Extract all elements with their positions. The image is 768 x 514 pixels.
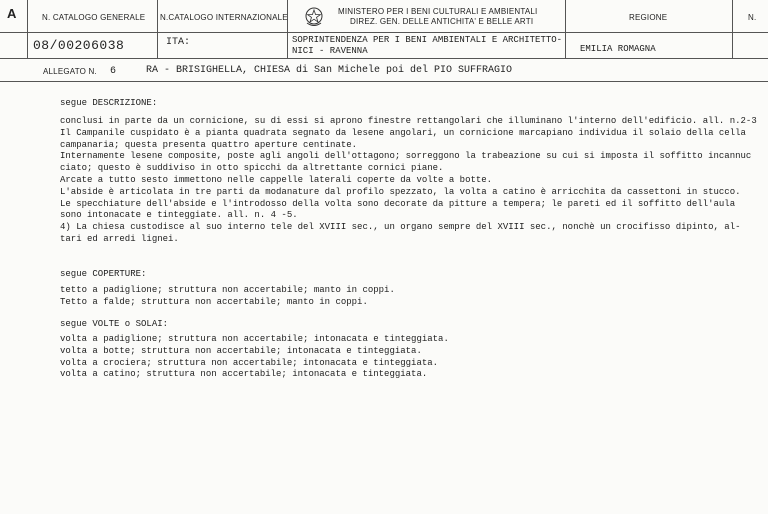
label-catalogo-internazionale: N.CATALOGO INTERNAZIONALE bbox=[160, 13, 288, 22]
volte-line: volta a padiglione; struttura non accertabile; intonacata e tinteggiata. bbox=[60, 334, 449, 344]
divider-ministero bbox=[565, 0, 566, 58]
volte-heading: segue VOLTE o SOLAI: bbox=[60, 319, 169, 329]
descrizione-heading: segue DESCRIZIONE: bbox=[60, 98, 158, 108]
volte-line: volta a botte; struttura non accertabile; intonacata e tinteggiata. bbox=[60, 345, 422, 356]
label-n: N. bbox=[748, 13, 757, 22]
descrizione-line: 4) La chiesa custodisce al suo interno tele del XVIII sec., un organo sempre del XVIII sec., nonchè un crocifisso dipinto, al- bbox=[60, 222, 741, 233]
descrizione-line: tari ed arredi lignei. bbox=[60, 233, 179, 244]
descrizione-line: campanaria; questa presenta quattro aperture centinate. bbox=[60, 139, 358, 150]
soprintendenza-line2: NICI - RAVENNA bbox=[292, 46, 368, 56]
descrizione-line: sono intonacate e tinteggiate. all. n. 4 -5. bbox=[60, 210, 298, 221]
coperture-line: tetto a padiglione; struttura non accertabile; manto in coppi. bbox=[60, 285, 395, 295]
ministero-line1: MINISTERO PER I BENI CULTURALI E AMBIENTALI bbox=[338, 7, 538, 16]
catalogo-number: 08/00206038 bbox=[33, 38, 125, 53]
coperture-block bbox=[60, 285, 395, 309]
coperture-line: Tetto a falde; struttura non accertabile; manto in coppi. bbox=[60, 296, 368, 307]
label-regione: REGIONE bbox=[629, 13, 668, 22]
descrizione-line: Internamente lesene composite, poste agli angoli dell'ottagono; sorreggono la trabeazione su cui si imposta il soffitto incannuc bbox=[60, 151, 752, 162]
volte-block bbox=[60, 334, 449, 381]
divider-letter bbox=[27, 0, 28, 58]
divider-internazionale bbox=[287, 0, 288, 58]
document-title: RA - BRISIGHELLA, CHIESA di San Michele poi del PIO SUFFRAGIO bbox=[146, 65, 513, 76]
emblem-icon bbox=[304, 6, 324, 28]
descrizione-line: L'abside è articolata in tre parti da modanature dal profilo spezzato, la volta a catino è arricchita da cassettoni in stucco. bbox=[60, 186, 741, 197]
volte-line: volta a crociera; struttura non accertabile; intonacata e tinteggiata. bbox=[60, 357, 439, 368]
form-letter: A bbox=[7, 6, 17, 21]
regione-value: EMILIA ROMAGNA bbox=[580, 44, 656, 54]
divider-regione bbox=[732, 0, 733, 58]
descrizione-block bbox=[60, 116, 757, 246]
descrizione-line: Il Campanile cuspidato è a pianta quadrata segnato da lesene angolari, un cornicione marcapiano individua il solaio della cella bbox=[60, 127, 746, 138]
divider-catalogo bbox=[157, 0, 158, 58]
header-rule-bottom bbox=[0, 81, 768, 82]
descrizione-line: Arcate a tutto sesto immettono nelle cappelle laterali coperte da volte a botte. bbox=[60, 174, 493, 185]
descrizione-line: ciato; questo è suddiviso in otto spicchi da altrettante cornici piane. bbox=[60, 163, 444, 174]
coperture-heading: segue COPERTURE: bbox=[60, 269, 147, 279]
ministero-line2: DIREZ. GEN. DELLE ANTICHITA' E BELLE ARTI bbox=[350, 17, 534, 26]
allegato-number: 6 bbox=[110, 66, 117, 77]
descrizione-line: Le specchiature dell'abside e l'introdosso della volta sono decorate da pitture a tempera; le pareti ed il soffitto dell'aula bbox=[60, 198, 736, 209]
label-catalogo-generale: N. CATALOGO GENERALE bbox=[42, 13, 146, 22]
ita-label: ITA: bbox=[166, 37, 191, 48]
header-rule-top bbox=[0, 32, 768, 33]
allegato-label: ALLEGATO N. bbox=[43, 67, 97, 76]
header-rule-middle bbox=[0, 58, 768, 59]
descrizione-line: conclusi in parte da un cornicione, su di essi si aprono finestre rettangolari che illuminano l'interno dell'edificio. all. n.2-3 bbox=[60, 116, 757, 126]
soprintendenza-line1: SOPRINTENDENZA PER I BENI AMBIENTALI E ARCHITETTO- bbox=[292, 35, 563, 45]
volte-line: volta a catino; struttura non accertabile; intonacata e tinteggiata. bbox=[60, 369, 428, 380]
